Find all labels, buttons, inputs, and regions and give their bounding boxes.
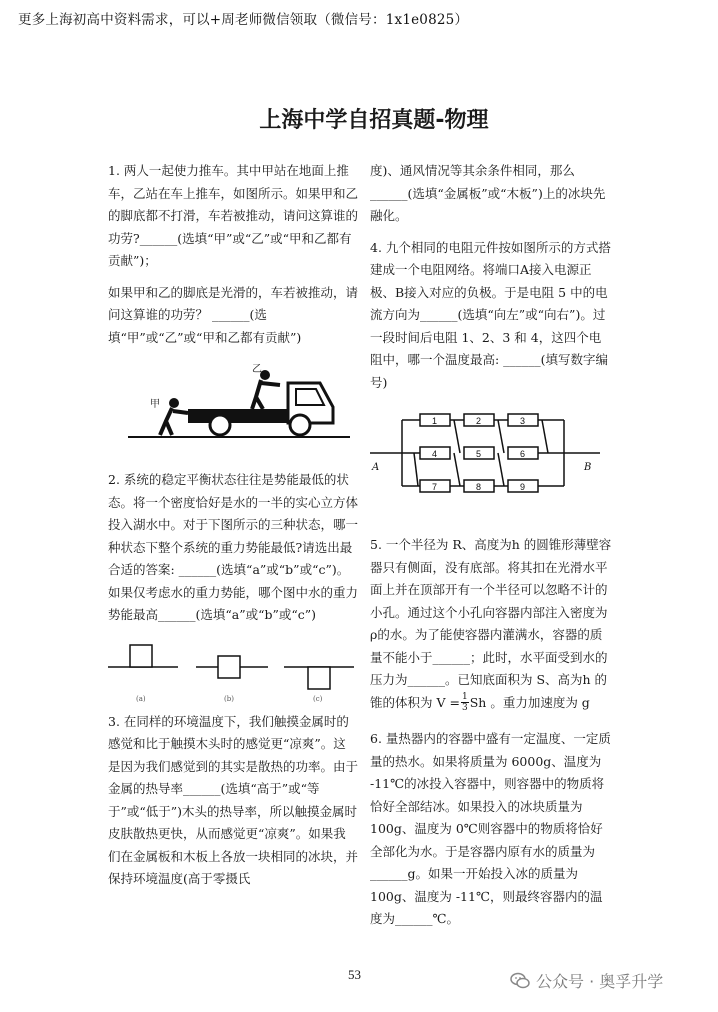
q3-text: 3. 在同样的环境温度下，我们触摸金属时的感觉和比于触摸木头时的感觉更“凉爽”。这是因为我们感觉到的其实是散热的功率。由于金属的热导率______(选填“高于”或“等于”或“低于”)木头的热导率，所以触摸金属时皮肤散热更快，从而感觉更“凉爽”。如果我们在金属板和木板上各放一块相同的冰块，并保持环境温度(高于零摄氏 <box>108 713 359 886</box>
formula-lhs: V = <box>436 694 460 710</box>
q5-body: 5. 一个半径为 R、高度为h 的圆锥形薄壁容器只有侧面，没有底部。将其扣在光滑水平面上并在顶部开有一个半径可以忽略不计的小孔。通过这个小孔向容器内部注入密度为ρ的水。为了能使容器内灌满水，容器的质量不能小于______；此时，水平面受到水的压力为______。已知底面积为 S、高为h 的锥的体积为 <box>370 537 612 710</box>
right-column <box>370 160 612 931</box>
q2-text: 2. 系统的稳定平衡状态往往是势能最低的状态。将一个密度恰好是水的一半的实心立方体投入湖水中。对于下图所示的三种状态，哪一种状态下整个系统的重力势能最低?请选出最合适的答案: ______(选填“a”或“b”或“c”)。如果仅考虑水的重力势能，哪个图中水的重力势能最高______(选填“a”或“b”或“c”) <box>108 472 359 622</box>
volume-formula <box>437 692 487 715</box>
q3-continuation: 度)、通风情况等其余条件相同，那么______(选填“金属板”或“木板”)上的冰块先融化。 <box>370 163 606 223</box>
header-note: 更多上海初高中资料需求，可以+周老师微信领取（微信号：1x1e0825） <box>18 12 469 28</box>
resistor-6: 6 <box>520 449 526 459</box>
resistor-5: 5 <box>476 449 482 459</box>
formula-numerator: 1 <box>461 692 468 703</box>
formula-rhs: Sh <box>469 694 487 710</box>
terminal-b: B <box>584 462 592 473</box>
q5-text <box>370 534 612 714</box>
page-title: 上海中学自招真题-物理 <box>259 108 489 133</box>
wechat-icon <box>510 972 530 990</box>
page-number: 53 <box>348 967 361 982</box>
terminal-a: A <box>372 462 380 473</box>
caption-b: (b) <box>224 694 234 703</box>
q1-text: 1. 两人一起使力推车。其中甲站在地面上推车，乙站在车上推车，如图所示。如果甲和乙的脚底都不打滑，车若被推动，请问这算谁的功劳?______(选填“甲”或“乙”或“甲和乙都有贡献”)； <box>108 163 359 268</box>
resistor-7: 7 <box>432 482 438 492</box>
label-jia: 甲 <box>150 399 160 410</box>
caption-a: (a) <box>136 694 146 703</box>
q1-followup: 如果甲和乙的脚底是光滑的，车若被推动，请问这算谁的功劳？ ______(选填“甲”或“乙”或“甲和乙都有贡献”) <box>108 284 359 345</box>
label-yi: 乙 <box>252 364 262 375</box>
watermark <box>510 969 663 992</box>
q5-tail: 。重力加速度为 g <box>490 694 590 710</box>
caption-c: (c) <box>313 694 323 703</box>
cube-water-figure <box>108 641 358 703</box>
resistor-8: 8 <box>476 482 482 492</box>
watermark-text: 公众号 · 奥孚升学 <box>536 972 664 991</box>
resistor-1: 1 <box>432 416 438 426</box>
left-column <box>108 160 358 891</box>
resistor-network-figure <box>370 408 612 518</box>
resistor-4: 4 <box>432 449 438 459</box>
formula-denominator: 3 <box>461 703 468 714</box>
q4-text: 4. 九个相同的电阻元件按如图所示的方式搭建成一个电阻网络。将端口A接入电源正极、B接入对应的负极。于是电阻 5 中的电流方向为______(选填“向左”或“向右”)。过一段时间后电阻 1、2、3 和 4，这四个电阻中，哪一个温度最高: ______(填写数字编号) <box>370 239 611 390</box>
resistor-3: 3 <box>520 416 526 426</box>
q6-text: 6. 量热器内的容器中盛有一定温度、一定质量的热水。如果将质量为 6000g、温度为 -11℃的冰投入容器中，则容器中的物质将恰好全部结冰。如果投入的冰块质量为 100g、温度为 0℃则容器中的物质将恰好全部化为水。于是容器内原有水的质量为______g。如果一开始投入冰的质量为 100g、温度为 -11℃，则最终容器内的温度为______℃。 <box>370 731 611 926</box>
resistor-2: 2 <box>476 416 482 426</box>
resistor-9: 9 <box>520 482 526 492</box>
truck-figure <box>128 363 350 455</box>
